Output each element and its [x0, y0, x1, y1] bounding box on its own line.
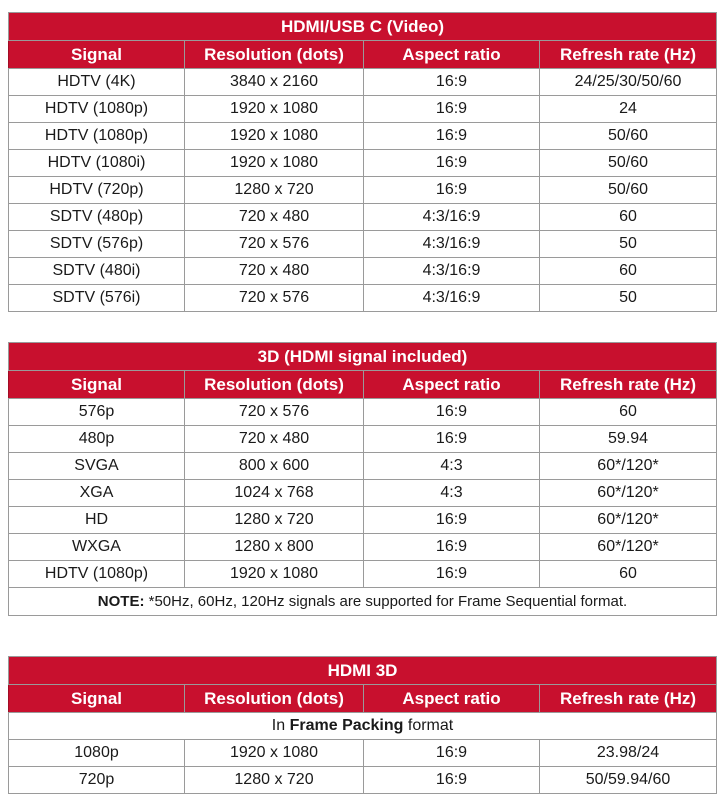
cell-refresh-rate: 50/60: [540, 123, 717, 150]
cell-resolution: 1280 x 800: [185, 534, 364, 561]
cell-refresh-rate: 23.98/24: [540, 740, 717, 767]
cell-refresh-rate: 60: [540, 258, 717, 285]
column-header-signal: Signal: [9, 371, 185, 399]
table-row: [9, 258, 717, 285]
cell-refresh-rate: 60: [540, 399, 717, 426]
table-row: [9, 123, 717, 150]
cell-refresh-rate: 59.94: [540, 426, 717, 453]
cell-resolution: 1280 x 720: [185, 767, 364, 794]
cell-resolution: 720 x 576: [185, 231, 364, 258]
cell-signal: HDTV (1080p): [9, 96, 185, 123]
cell-signal: HDTV (1080i): [9, 150, 185, 177]
table-title: HDMI 3D: [9, 657, 717, 685]
table-row: [9, 480, 717, 507]
cell-signal: SDTV (480p): [9, 204, 185, 231]
table-row: [9, 767, 717, 794]
cell-aspect-ratio: 4:3/16:9: [364, 258, 540, 285]
cell-signal: SDTV (480i): [9, 258, 185, 285]
cell-refresh-rate: 50/60: [540, 177, 717, 204]
subheading-prefix: In: [271, 717, 290, 734]
cell-refresh-rate: 60*/120*: [540, 507, 717, 534]
cell-resolution: 1920 x 1080: [185, 150, 364, 177]
table-title: 3D (HDMI signal included): [9, 343, 717, 371]
table-row: [9, 69, 717, 96]
cell-resolution: 1280 x 720: [185, 507, 364, 534]
cell-resolution: 1280 x 720: [185, 177, 364, 204]
table-row: [9, 534, 717, 561]
cell-aspect-ratio: 16:9: [364, 96, 540, 123]
cell-aspect-ratio: 16:9: [364, 177, 540, 204]
cell-aspect-ratio: 16:9: [364, 740, 540, 767]
hdmi-3d-table: [8, 656, 717, 794]
cell-aspect-ratio: 16:9: [364, 69, 540, 96]
table-title: HDMI/USB C (Video): [9, 13, 717, 41]
table-note: [9, 588, 717, 616]
cell-signal: SDTV (576i): [9, 285, 185, 312]
cell-refresh-rate: 60*/120*: [540, 453, 717, 480]
cell-aspect-ratio: 4:3/16:9: [364, 231, 540, 258]
cell-aspect-ratio: 16:9: [364, 426, 540, 453]
cell-resolution: 1920 x 1080: [185, 96, 364, 123]
cell-signal: HDTV (720p): [9, 177, 185, 204]
cell-aspect-ratio: 16:9: [364, 507, 540, 534]
column-header-resolution: Resolution (dots): [185, 41, 364, 69]
cell-signal: SVGA: [9, 453, 185, 480]
cell-resolution: 720 x 480: [185, 258, 364, 285]
table-row: [9, 561, 717, 588]
column-header-aspect-ratio: Aspect ratio: [364, 41, 540, 69]
cell-signal: 720p: [9, 767, 185, 794]
column-header-resolution: Resolution (dots): [185, 371, 364, 399]
column-header-signal: Signal: [9, 41, 185, 69]
column-header-aspect-ratio: Aspect ratio: [364, 685, 540, 713]
table-row: [9, 96, 717, 123]
cell-aspect-ratio: 4:3/16:9: [364, 204, 540, 231]
cell-signal: WXGA: [9, 534, 185, 561]
column-header-resolution: Resolution (dots): [185, 685, 364, 713]
subheading-bold: Frame Packing: [289, 717, 404, 734]
column-header-refresh-rate: Refresh rate (Hz): [540, 371, 717, 399]
cell-resolution: 720 x 480: [185, 426, 364, 453]
table-row: [9, 426, 717, 453]
subheading-suffix: format: [403, 717, 454, 734]
column-header-signal: Signal: [9, 685, 185, 713]
cell-refresh-rate: 50/60: [540, 150, 717, 177]
cell-signal: HDTV (1080p): [9, 123, 185, 150]
column-header-refresh-rate: Refresh rate (Hz): [540, 685, 717, 713]
cell-refresh-rate: 24/25/30/50/60: [540, 69, 717, 96]
cell-signal: SDTV (576p): [9, 231, 185, 258]
table-row: [9, 285, 717, 312]
cell-aspect-ratio: 16:9: [364, 123, 540, 150]
cell-aspect-ratio: 16:9: [364, 561, 540, 588]
cell-resolution: 720 x 480: [185, 204, 364, 231]
cell-resolution: 800 x 600: [185, 453, 364, 480]
table-row: [9, 204, 717, 231]
table-row: [9, 507, 717, 534]
cell-refresh-rate: 50/59.94/60: [540, 767, 717, 794]
cell-refresh-rate: 60*/120*: [540, 534, 717, 561]
cell-aspect-ratio: 16:9: [364, 767, 540, 794]
cell-refresh-rate: 50: [540, 231, 717, 258]
cell-refresh-rate: 60: [540, 561, 717, 588]
cell-resolution: 720 x 576: [185, 399, 364, 426]
cell-resolution: 3840 x 2160: [185, 69, 364, 96]
format-subheading: [9, 713, 717, 740]
cell-aspect-ratio: 16:9: [364, 534, 540, 561]
cell-signal: HDTV (4K): [9, 69, 185, 96]
table-row: [9, 150, 717, 177]
column-header-refresh-rate: Refresh rate (Hz): [540, 41, 717, 69]
cell-aspect-ratio: 16:9: [364, 399, 540, 426]
table-row: [9, 453, 717, 480]
table-row: [9, 231, 717, 258]
cell-aspect-ratio: 4:3/16:9: [364, 285, 540, 312]
cell-resolution: 1920 x 1080: [185, 740, 364, 767]
table-row: [9, 740, 717, 767]
cell-resolution: 1920 x 1080: [185, 561, 364, 588]
cell-resolution: 720 x 576: [185, 285, 364, 312]
cell-refresh-rate: 60*/120*: [540, 480, 717, 507]
cell-aspect-ratio: 4:3: [364, 480, 540, 507]
cell-refresh-rate: 50: [540, 285, 717, 312]
cell-refresh-rate: 24: [540, 96, 717, 123]
cell-signal: HDTV (1080p): [9, 561, 185, 588]
cell-signal: 576p: [9, 399, 185, 426]
table-row: [9, 177, 717, 204]
cell-aspect-ratio: 4:3: [364, 453, 540, 480]
column-header-aspect-ratio: Aspect ratio: [364, 371, 540, 399]
hdmi-usbc-video-table: [8, 12, 717, 312]
note-text: *50Hz, 60Hz, 120Hz signals are supported for Frame Sequential format.: [144, 593, 628, 610]
cell-signal: XGA: [9, 480, 185, 507]
table-row: [9, 399, 717, 426]
cell-resolution: 1920 x 1080: [185, 123, 364, 150]
cell-signal: HD: [9, 507, 185, 534]
cell-resolution: 1024 x 768: [185, 480, 364, 507]
cell-signal: 1080p: [9, 740, 185, 767]
cell-signal: 480p: [9, 426, 185, 453]
cell-aspect-ratio: 16:9: [364, 150, 540, 177]
note-label: NOTE:: [97, 593, 145, 610]
3d-hdmi-signal-table: [8, 342, 717, 616]
cell-refresh-rate: 60: [540, 204, 717, 231]
